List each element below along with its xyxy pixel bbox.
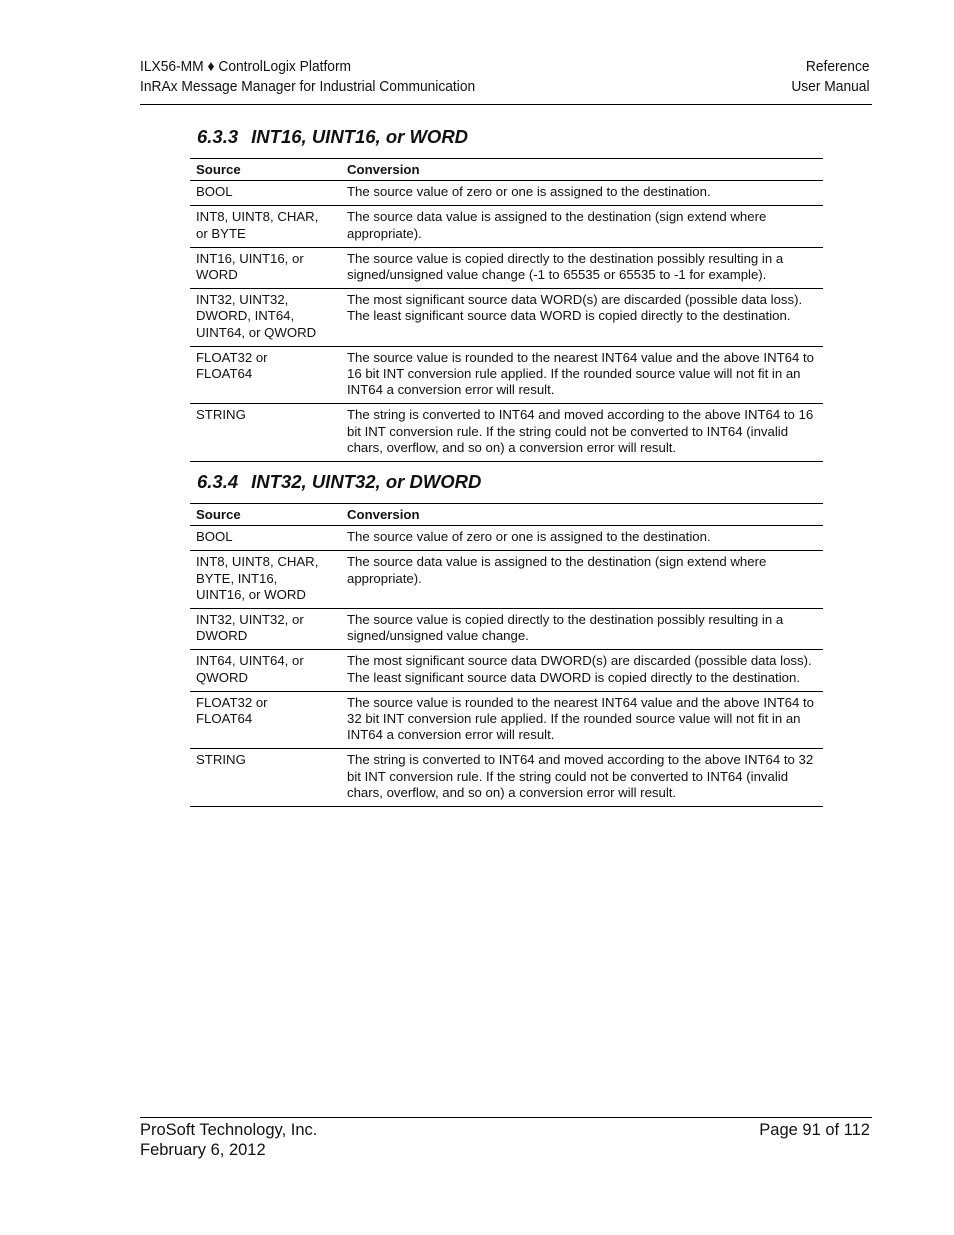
source-cell: STRING — [190, 749, 341, 807]
column-header-conversion: Conversion — [341, 159, 823, 181]
source-cell: INT32, UINT32, or DWORD — [190, 609, 341, 650]
source-cell: INT8, UINT8, CHAR, or BYTE — [190, 206, 341, 247]
section-heading: INT32, UINT32, or DWORD — [251, 471, 482, 492]
source-cell: INT8, UINT8, CHAR, BYTE, INT16, UINT16, or WORD — [190, 551, 341, 609]
source-cell: BOOL — [190, 526, 341, 551]
footer-page-number: Page 91 of 112 — [759, 1121, 870, 1139]
conversion-cell: The source data value is assigned to the destination (sign extend where appropriate). — [341, 551, 823, 609]
header-product-name: InRAx Message Manager for Industrial Communication — [140, 78, 476, 95]
table-row — [190, 526, 823, 551]
column-header-source: Source — [190, 159, 341, 181]
source-cell: FLOAT32 or FLOAT64 — [190, 691, 341, 749]
table-row — [190, 289, 823, 347]
conversion-cell: The source data value is assigned to the destination (sign extend where appropriate). — [341, 206, 823, 247]
table-row — [190, 206, 823, 247]
table-row — [190, 691, 823, 749]
column-header-conversion: Conversion — [341, 504, 823, 526]
table-row — [190, 749, 823, 807]
header-left — [140, 57, 475, 97]
conversion-table-int16 — [190, 158, 823, 462]
header-product-line: ILX56-MM ♦ ControlLogix Platform — [140, 58, 352, 75]
table-header-row — [190, 504, 823, 526]
table-row — [190, 650, 823, 691]
conversion-cell: The source value of zero or one is assigned to the destination. — [341, 181, 823, 206]
header-divider — [140, 104, 872, 105]
section-title-6-3-3 — [197, 126, 468, 148]
table-row — [190, 404, 823, 462]
conversion-cell: The source value is rounded to the nearest INT64 value and the above INT64 to 32 bit INT conversion rule applied. If the rounded source value will not fit in an INT64 a conversion error will result. — [341, 691, 823, 749]
section-heading: INT16, UINT16, or WORD — [251, 126, 469, 147]
source-cell: FLOAT32 or FLOAT64 — [190, 346, 341, 404]
conversion-cell: The source value of zero or one is assigned to the destination. — [341, 526, 823, 551]
conversion-cell: The source value is copied directly to the destination possibly resulting in a signed/unsigned value change. — [341, 609, 823, 650]
conversion-cell: The source value is copied directly to the destination possibly resulting in a signed/unsigned value change (-1 to 65535 or 65535 to -1 for example). — [341, 247, 823, 288]
footer-divider — [140, 1117, 872, 1118]
column-header-source: Source — [190, 504, 341, 526]
header-right — [791, 57, 869, 97]
conversion-cell: The most significant source data WORD(s) are discarded (possible data loss). The least significant source data WORD is copied directly to the destination. — [341, 289, 823, 347]
conversion-table-int32 — [190, 503, 823, 807]
section-title-6-3-4 — [197, 471, 481, 493]
table-row — [190, 247, 823, 288]
table-row — [190, 346, 823, 404]
page-footer — [140, 1120, 870, 1160]
footer-date: February 6, 2012 — [140, 1141, 266, 1159]
source-cell: STRING — [190, 404, 341, 462]
section-number: 6.3.4 — [197, 471, 239, 492]
table-header-row — [190, 159, 823, 181]
header-doc-type: User Manual — [791, 78, 870, 95]
footer-company: ProSoft Technology, Inc. — [140, 1121, 318, 1139]
header-chapter: Reference — [805, 58, 870, 75]
conversion-cell: The most significant source data DWORD(s) are discarded (possible data loss). The least significant source data DWORD is copied directly to the destination. — [341, 650, 823, 691]
source-cell: INT16, UINT16, or WORD — [190, 247, 341, 288]
table-row — [190, 551, 823, 609]
page-header — [140, 57, 870, 97]
conversion-cell: The source value is rounded to the nearest INT64 value and the above INT64 to 16 bit INT conversion rule applied. If the rounded source value will not fit in an INT64 a conversion error will result. — [341, 346, 823, 404]
source-cell: INT32, UINT32, DWORD, INT64, UINT64, or QWORD — [190, 289, 341, 347]
source-cell: BOOL — [190, 181, 341, 206]
footer-left — [140, 1120, 317, 1160]
source-cell: INT64, UINT64, or QWORD — [190, 650, 341, 691]
table-row — [190, 609, 823, 650]
conversion-cell: The string is converted to INT64 and moved according to the above INT64 to 32 bit INT conversion rule. If the string could not be converted to INT64 (invalid chars, overflow, and so on) a conversion error will result. — [341, 749, 823, 807]
section-number: 6.3.3 — [197, 126, 239, 147]
conversion-cell: The string is converted to INT64 and moved according to the above INT64 to 16 bit INT conversion rule. If the string could not be converted to INT64 (invalid chars, overflow, and so on) a conversion error will result. — [341, 404, 823, 462]
table-row — [190, 181, 823, 206]
